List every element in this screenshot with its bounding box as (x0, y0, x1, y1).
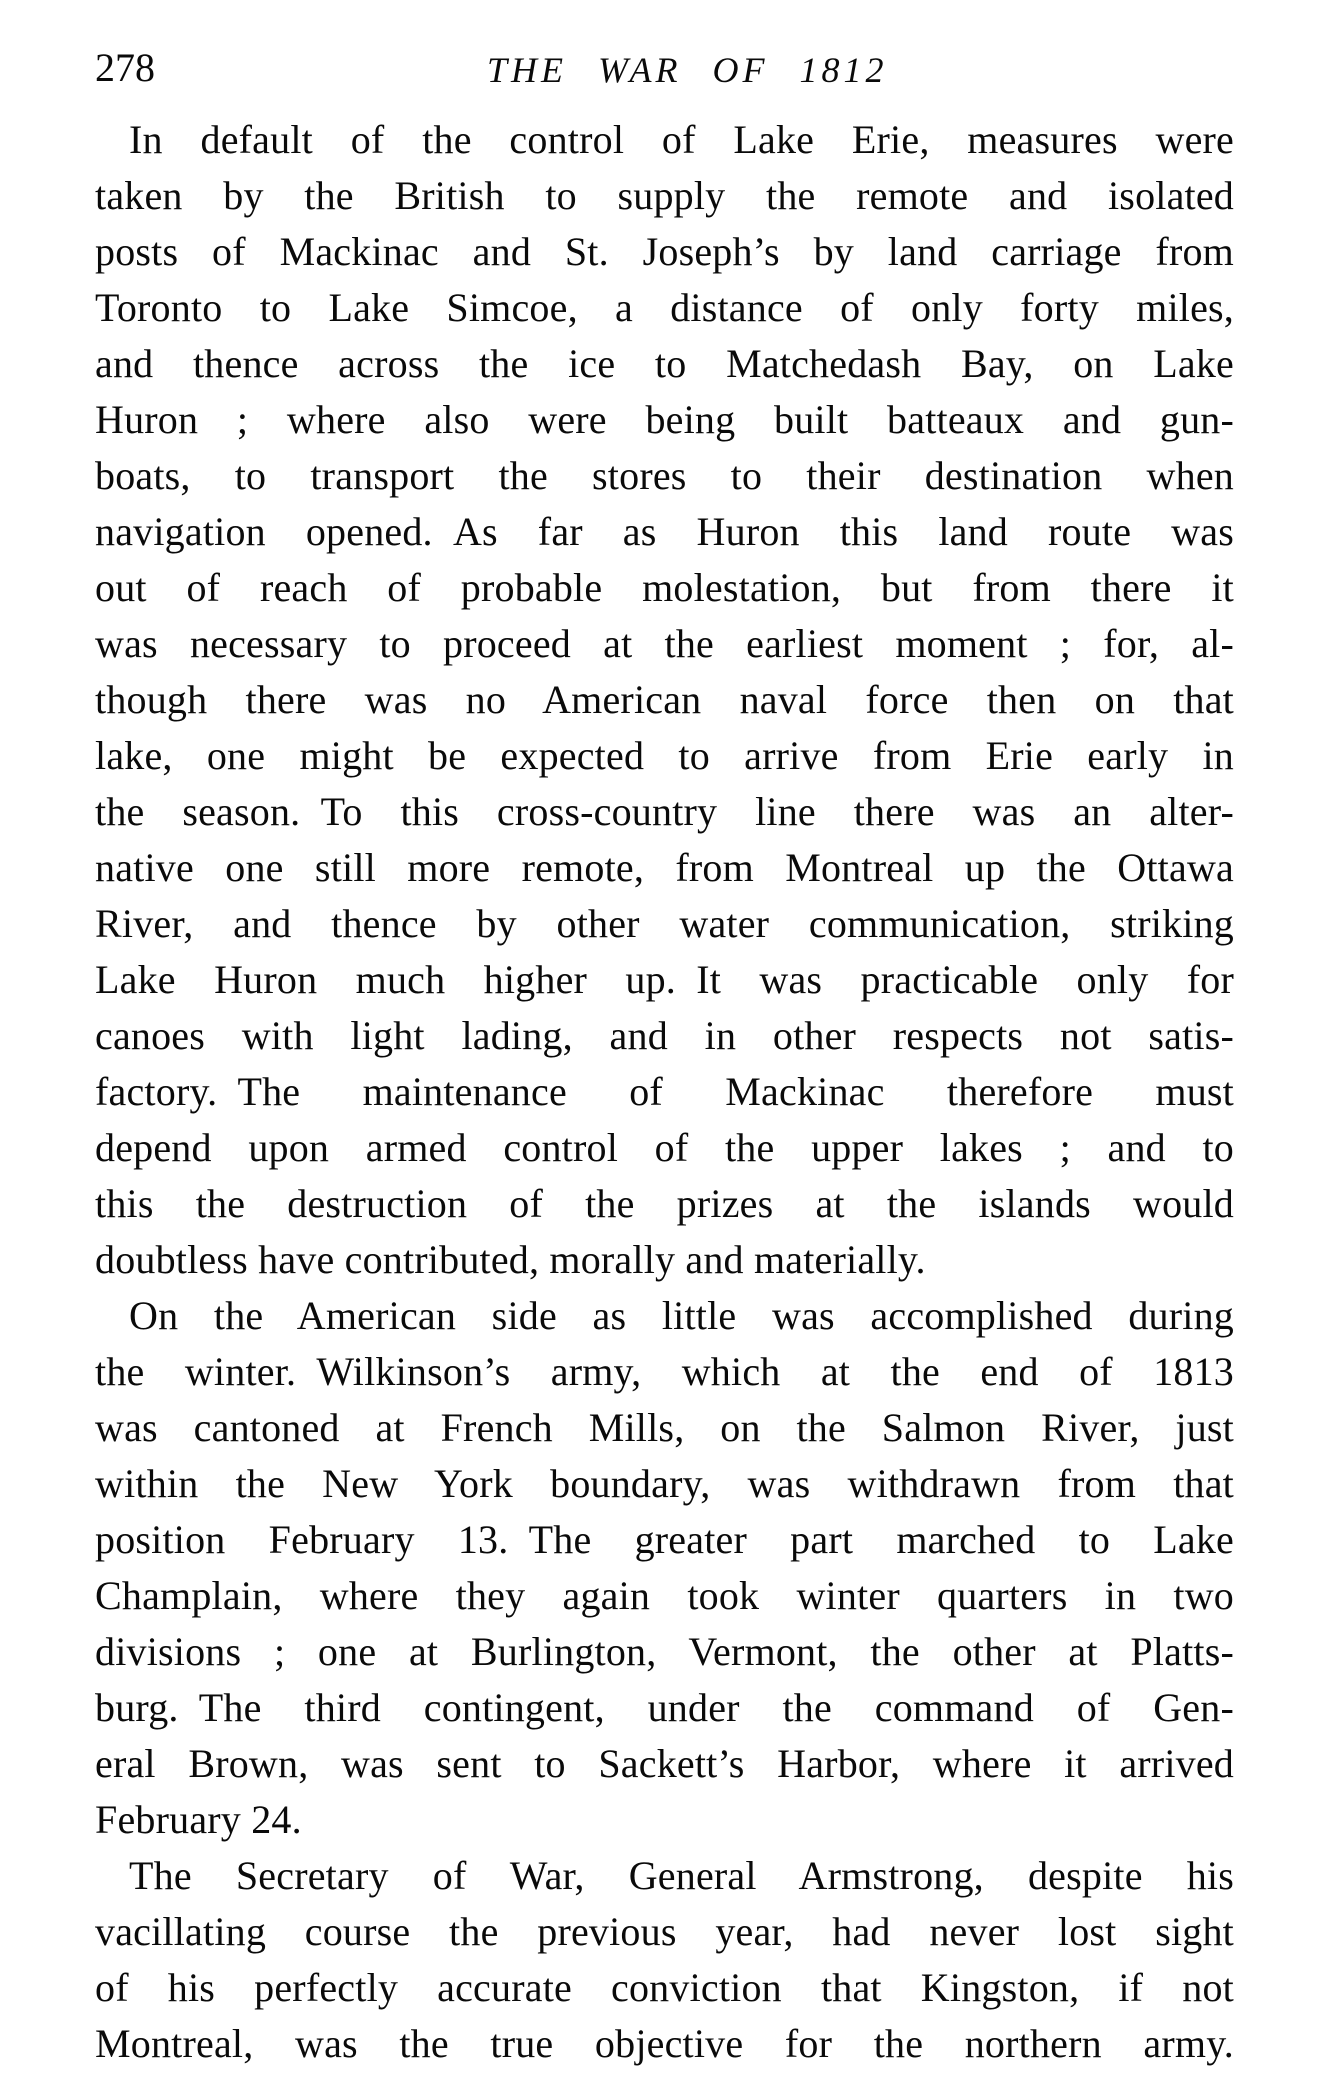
text-line: was cantoned at French Mills, on the Salmon River, just (95, 1405, 1234, 1450)
text-line: the season. To this cross-country line there was an alter- (95, 789, 1234, 834)
text-line: factory. The maintenance of Mackinac therefore must (95, 1069, 1234, 1114)
text-line: In default of the control of Lake Erie, measures were (129, 117, 1234, 162)
text-line: Lake Huron much higher up. It was practicable only for (95, 957, 1234, 1002)
text-line: vacillating course the previous year, had never lost sight (95, 1909, 1234, 1954)
page-header (95, 44, 1234, 92)
text-line: this the destruction of the prizes at the islands would (95, 1181, 1234, 1226)
text-line: The Secretary of War, General Armstrong, despite his (129, 1853, 1234, 1898)
page-body (95, 112, 1234, 2072)
text-line: Huron ; where also were being built batteaux and gun- (95, 397, 1234, 442)
paragraph (95, 1288, 1234, 1848)
text-line: Toronto to Lake Simcoe, a distance of only forty miles, (95, 285, 1234, 330)
text-line: divisions ; one at Burlington, Vermont, the other at Platts- (95, 1629, 1234, 1674)
text-line: was necessary to proceed at the earliest moment ; for, al- (95, 621, 1234, 666)
text-block (95, 44, 1234, 2072)
text-line: Montreal, was the true objective for the northern army. (95, 2021, 1234, 2066)
text-line: out of reach of probable molestation, but from there it (95, 565, 1234, 610)
text-line: taken by the British to supply the remote and isolated (95, 173, 1234, 218)
running-title: THE WAR OF 1812 (487, 50, 888, 90)
text-line: of his perfectly accurate conviction that Kingston, if not (95, 1965, 1234, 2010)
paragraph (95, 112, 1234, 1288)
text-line: eral Brown, was sent to Sackett’s Harbor, where it arrived (95, 1741, 1234, 1786)
text-line: depend upon armed control of the upper lakes ; and to (95, 1125, 1234, 1170)
page-number: 278 (95, 45, 155, 90)
text-line: position February 13. The greater part marched to Lake (95, 1517, 1234, 1562)
text-line: Champlain, where they again took winter quarters in two (95, 1573, 1234, 1618)
text-line: native one still more remote, from Montreal up the Ottawa (95, 845, 1234, 890)
text-line: the winter. Wilkinson’s army, which at the end of 1813 (95, 1349, 1234, 1394)
text-line: though there was no American naval force then on that (95, 677, 1234, 722)
text-line: and thence across the ice to Matchedash Bay, on Lake (95, 341, 1234, 386)
text-line: navigation opened. As far as Huron this land route was (95, 509, 1234, 554)
text-line: On the American side as little was accomplished during (129, 1293, 1234, 1338)
text-line: lake, one might be expected to arrive from Erie early in (95, 733, 1234, 778)
text-line: canoes with light lading, and in other respects not satis- (95, 1013, 1234, 1058)
text-line: River, and thence by other water communication, striking (95, 901, 1234, 946)
text-line: February 24. (95, 1797, 302, 1842)
text-line: burg. The third contingent, under the command of Gen- (95, 1685, 1234, 1730)
text-line: boats, to transport the stores to their destination when (95, 453, 1234, 498)
paragraph (95, 1848, 1234, 2072)
text-line: doubtless have contributed, morally and materially. (95, 1237, 926, 1282)
text-line: within the New York boundary, was withdrawn from that (95, 1461, 1234, 1506)
text-line: posts of Mackinac and St. Joseph’s by land carriage from (95, 229, 1234, 274)
